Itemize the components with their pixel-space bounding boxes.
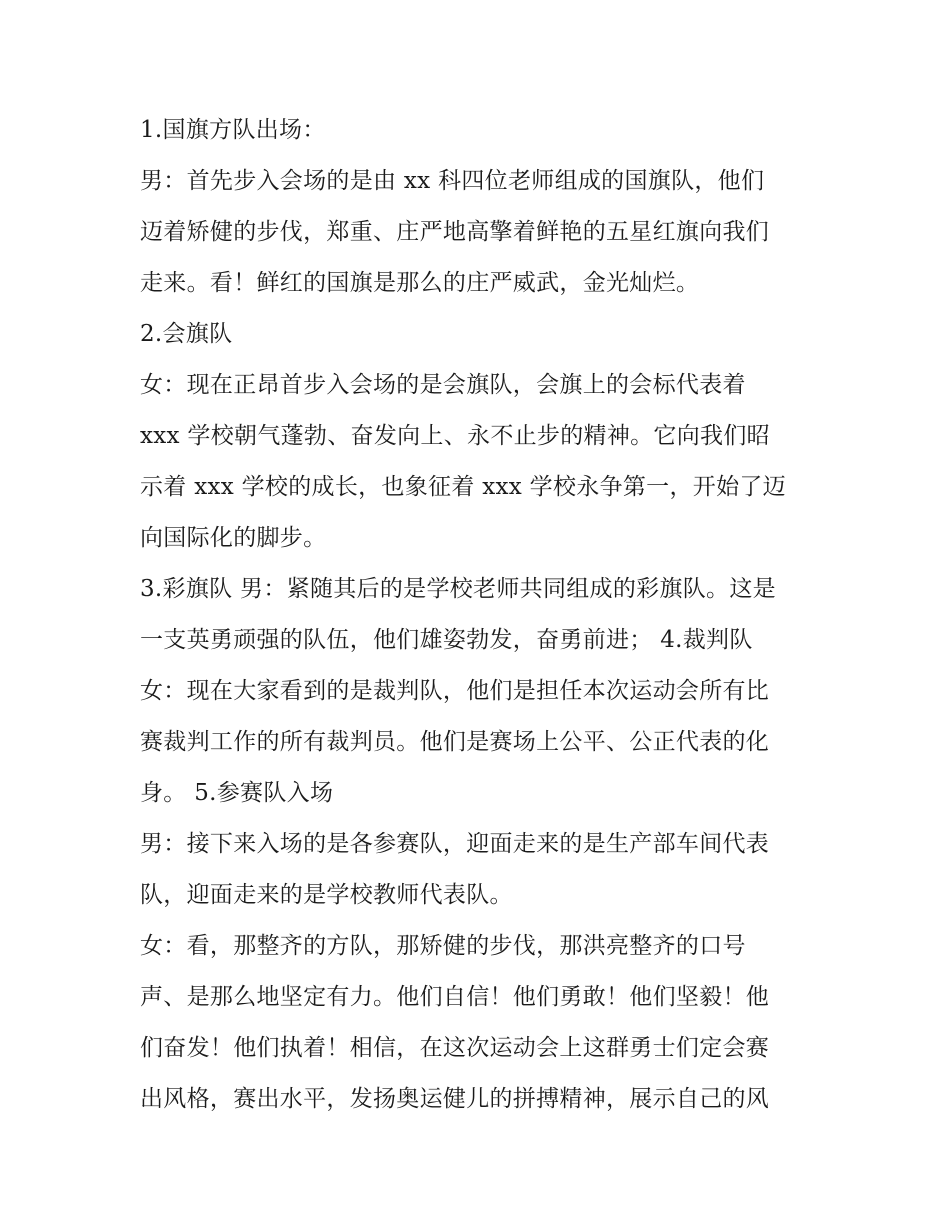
paragraph-line: 出风格，赛出水平，发扬奥运健儿的拼搏精神，展示自己的风 [140,1086,770,1112]
paragraph-line: 女：看，那整齐的方队，那矫健的步伐，那洪亮整齐的口号 [140,933,746,959]
paragraph-line: 们奋发！他们执着！相信，在这次运动会上这群勇士们定会赛 [140,1035,770,1061]
paragraph-line: xxx 学校朝气蓬勃、奋发向上、永不止步的精神。它向我们昭 [140,423,770,449]
paragraph-line: 示着 xxx 学校的成长，也象征着 xxx 学校永争第一，开始了迈 [140,474,786,500]
section-heading-meeting-flag: 2.会旗队 [140,321,233,347]
paragraph-line: 声、是那么地坚定有力。他们自信！他们勇敢！他们坚毅！他 [140,984,770,1010]
paragraph-line: 身。 5.参赛队入场 [140,780,334,806]
paragraph-line: 3.彩旗队 男：紧随其后的是学校老师共同组成的彩旗队。这是 [140,576,776,602]
paragraph-line: 走来。看！鲜红的国旗是那么的庄严威武，金光灿烂。 [140,270,700,296]
paragraph-line: 向国际化的脚步。 [140,525,327,551]
paragraph-line: 队，迎面走来的是学校教师代表队。 [140,882,513,908]
section-heading-national-flag: 1.国旗方队出场： [140,117,326,143]
paragraph-line: 迈着矫健的步伐，郑重、庄严地高擎着鲜艳的五星红旗向我们 [140,219,770,245]
paragraph-line: 女：现在正昂首步入会场的是会旗队，会旗上的会标代表着 [140,372,746,398]
paragraph-line: 一支英勇顽强的队伍，他们雄姿勃发，奋勇前进； 4.裁判队 [140,627,753,653]
paragraph-line: 赛裁判工作的所有裁判员。他们是赛场上公平、公正代表的化 [140,729,770,755]
paragraph-line: 男：首先步入会场的是由 xx 科四位老师组成的国旗队，他们 [140,168,765,194]
paragraph-line: 男：接下来入场的是各参赛队，迎面走来的是生产部车间代表 [140,831,770,857]
paragraph-line: 女：现在大家看到的是裁判队，他们是担任本次运动会所有比 [140,678,770,704]
